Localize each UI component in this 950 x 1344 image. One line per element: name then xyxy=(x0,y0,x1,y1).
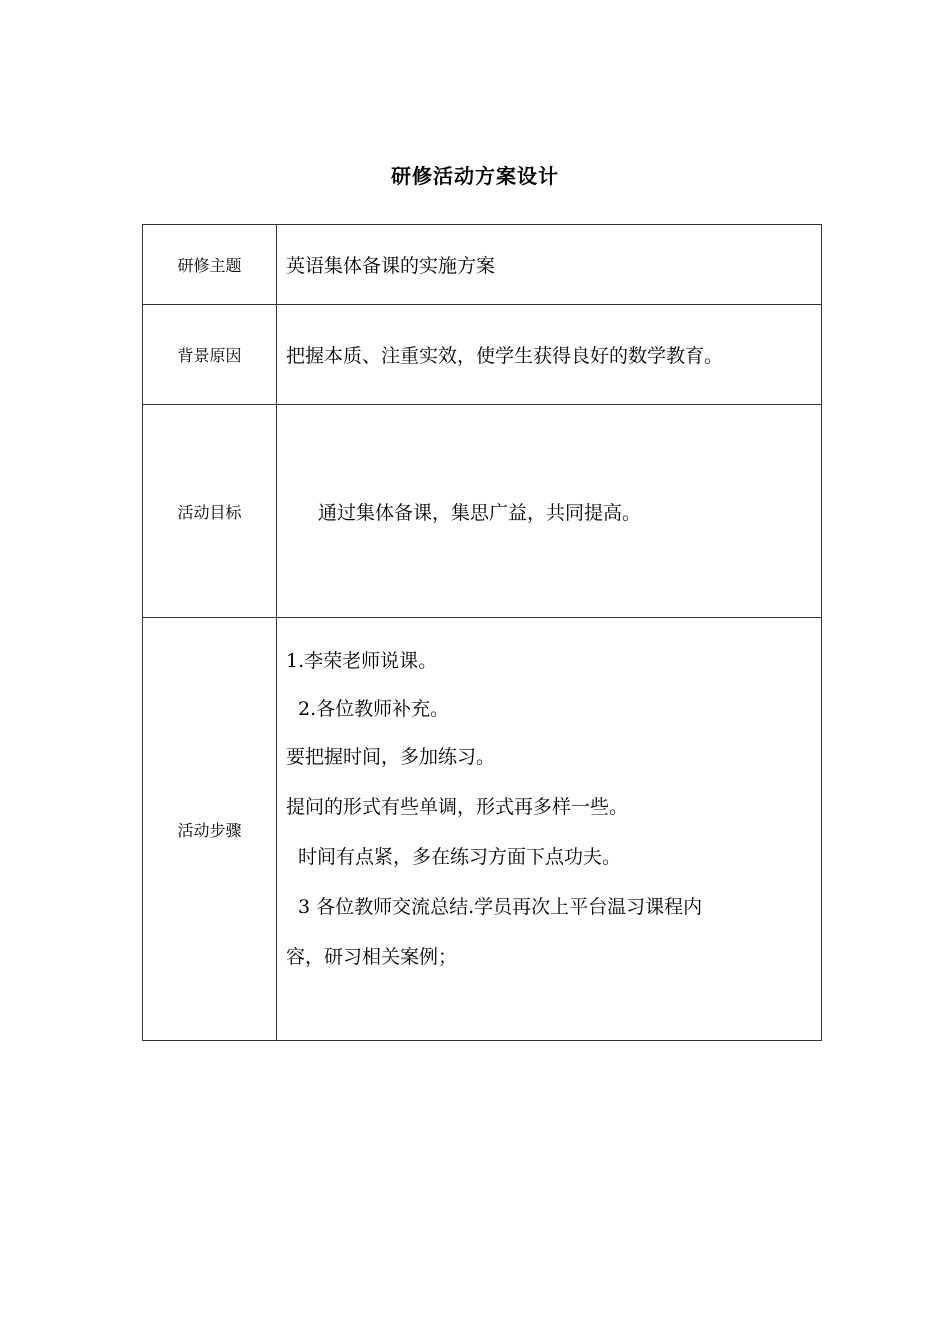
goal-content: 通过集体备课，集思广益，共同提高。 xyxy=(318,501,642,524)
table-row-goal xyxy=(143,405,822,618)
table-row-topic xyxy=(143,225,822,305)
goal-label: 活动目标 xyxy=(143,405,277,618)
topic-content: 英语集体备课的实施方案 xyxy=(277,225,822,305)
step-line-2: 2.各位教师补充。 xyxy=(298,698,450,720)
step-line-1: 1.李荣老师说课。 xyxy=(286,650,438,672)
page-title: 研修活动方案设计 xyxy=(391,164,559,188)
steps-cell xyxy=(277,618,822,1041)
background-label: 背景原因 xyxy=(143,305,277,405)
step-line-6: 3 各位教师交流总结.学员再次上平台温习课程内 xyxy=(298,896,703,918)
step-line-3: 要把握时间，多加练习。 xyxy=(286,746,496,768)
steps-list xyxy=(286,618,817,1040)
table-row-background xyxy=(143,305,822,405)
goal-cell xyxy=(277,405,822,618)
step-line-5: 时间有点紧，多在练习方面下点功夫。 xyxy=(298,846,622,868)
step-line-4: 提问的形式有些单调，形式再多样一些。 xyxy=(286,796,629,818)
step-line-7: 容，研习相关案例； xyxy=(286,946,458,968)
table-row-steps xyxy=(143,618,822,1041)
plan-table xyxy=(142,224,822,1041)
steps-label: 活动步骤 xyxy=(143,618,277,1041)
topic-label: 研修主题 xyxy=(143,225,277,305)
background-content: 把握本质、注重实效，使学生获得良好的数学教育。 xyxy=(277,305,822,405)
